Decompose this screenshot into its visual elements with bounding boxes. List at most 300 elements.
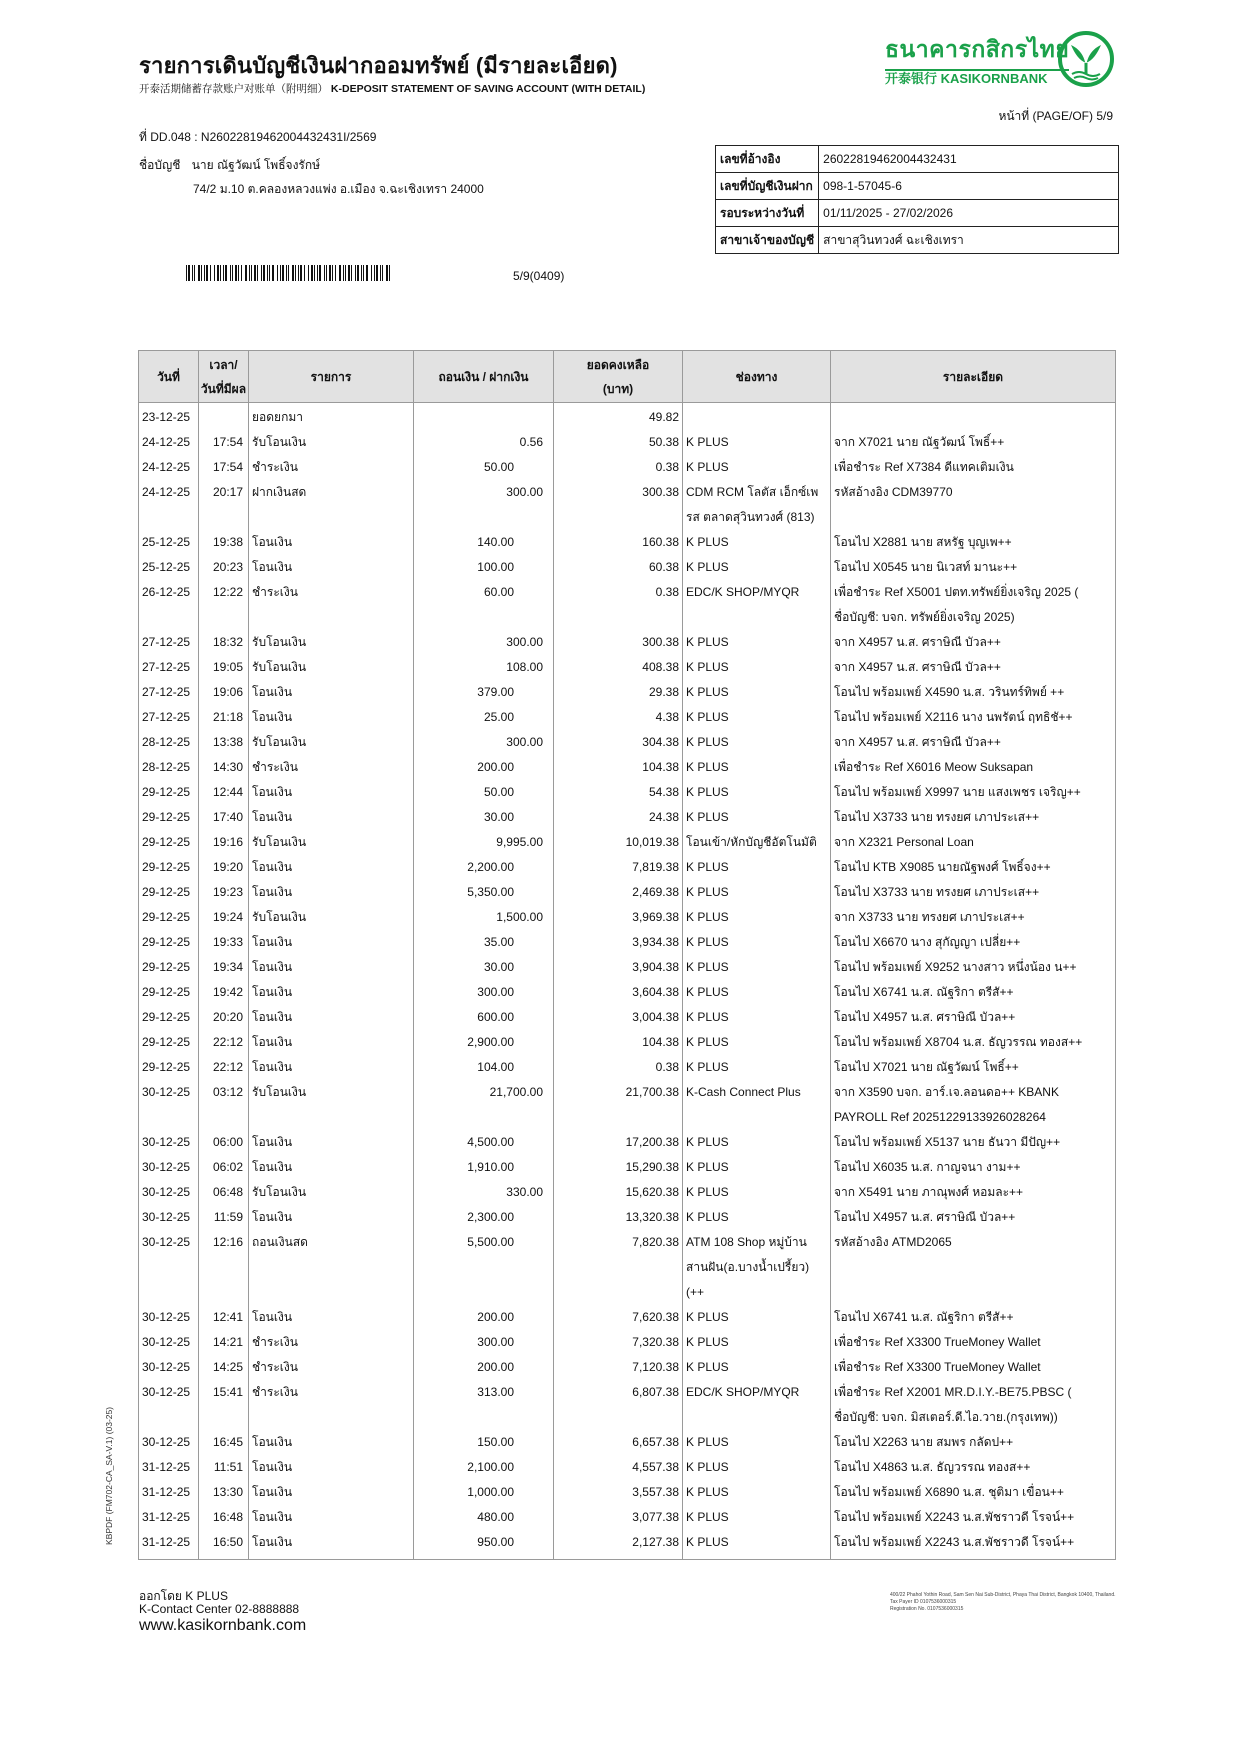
detail-line: โอนไป X4863 น.ส. ธัญวรรณ ทองส++ — [834, 1460, 1031, 1474]
cell-amount — [414, 1380, 554, 1430]
cell-balance: 24.38 — [554, 805, 683, 830]
cell-time: 20:17 — [199, 480, 249, 530]
cell-detail — [831, 1205, 1116, 1230]
cell-time: 21:18 — [199, 705, 249, 730]
cell-type: โอนเงิน — [249, 705, 414, 730]
detail-line: เพื่อชำระ Ref X3300 TrueMoney Wallet — [834, 1360, 1041, 1374]
document-number: ที่ DD.048 : N26022819462004432431I/2569 — [139, 130, 377, 144]
col-detail-header: รายละเอียด — [831, 351, 1116, 403]
bank-name-english: 开泰银行 KASIKORNBANK — [885, 71, 1048, 86]
cell-date: 29-12-25 — [139, 880, 199, 905]
cell-date: 29-12-25 — [139, 1005, 199, 1030]
col-balance-header: ยอดคงเหลือ (บาท) — [554, 351, 683, 403]
cell-date: 24-12-25 — [139, 455, 199, 480]
cell-type: ชำระเงิน — [249, 580, 414, 630]
cell-amount — [414, 1180, 554, 1205]
account-info-table — [715, 145, 1119, 254]
withdrawal-amount: 60.00 — [483, 585, 514, 599]
channel-line: K PLUS — [686, 1185, 729, 1199]
cell-channel — [683, 705, 831, 730]
cell-date: 25-12-25 — [139, 555, 199, 580]
detail-line: รหัสอ้างอิง ATMD2065 — [834, 1235, 952, 1249]
withdrawal-amount: 30.00 — [483, 810, 514, 824]
withdrawal-amount: 104.00 — [477, 1060, 514, 1074]
info-row — [716, 227, 1119, 254]
detail-line: เพื่อชำระ Ref X5001 ปตท.ทรัพย์ยิ่งเจริญ 2025 ( — [834, 585, 1079, 599]
cell-type: โอนเงิน — [249, 680, 414, 705]
cell-channel — [683, 1030, 831, 1055]
deposit-amount: 300.00 — [506, 635, 543, 649]
withdrawal-amount: 25.00 — [483, 710, 514, 724]
channel-line: K PLUS — [686, 885, 729, 899]
cell-type: โอนเงิน — [249, 1505, 414, 1530]
form-code: KBPDF (FM702-CA_SA-V.1) (03-25) — [104, 1406, 114, 1545]
info-value: 01/11/2025 - 27/02/2026 — [819, 200, 1119, 227]
fineprint-line: 400/22 Phahol Yothin Road, Sam Sen Nai Sub-District, Phaya Thai District, Bangkok 10400, Thailand. — [890, 1592, 1116, 1598]
cell-balance: 3,557.38 — [554, 1480, 683, 1505]
table-row — [139, 455, 1116, 480]
cell-type: โอนเงิน — [249, 1530, 414, 1560]
cell-balance: 0.38 — [554, 580, 683, 630]
channel-line: K PLUS — [686, 810, 729, 824]
cell-detail — [831, 1380, 1116, 1430]
cell-balance: 3,904.38 — [554, 955, 683, 980]
cell-channel — [683, 955, 831, 980]
detail-line: โอนไป X2263 นาย สมพร กลัดป++ — [834, 1435, 1014, 1449]
cell-amount — [414, 830, 554, 855]
detail-line: โอนไป X7021 นาย ณัฐวัฒน์ โพธิ์++ — [834, 1060, 1019, 1074]
channel-line: K PLUS — [686, 1510, 729, 1524]
cell-channel — [683, 1305, 831, 1330]
channel-line: รส ตลาดสุวินทวงศ์ (813) — [686, 510, 815, 524]
channel-line: K PLUS — [686, 1310, 729, 1324]
cell-date: 27-12-25 — [139, 630, 199, 655]
cell-type: ชำระเงิน — [249, 1330, 414, 1355]
detail-line: จาก X4957 น.ส. ศราษิณี บัวล++ — [834, 635, 1001, 649]
cell-time: 22:12 — [199, 1030, 249, 1055]
cell-time: 13:38 — [199, 730, 249, 755]
cell-type: โอนเงิน — [249, 780, 414, 805]
channel-line: K PLUS — [686, 685, 729, 699]
info-row — [716, 200, 1119, 227]
table-row — [139, 880, 1116, 905]
cell-channel — [683, 1005, 831, 1030]
cell-date: 24-12-25 — [139, 430, 199, 455]
cell-date: 29-12-25 — [139, 930, 199, 955]
cell-amount — [414, 1230, 554, 1305]
cell-channel — [683, 1130, 831, 1155]
cell-channel — [683, 1080, 831, 1130]
deposit-amount: 0.56 — [519, 435, 543, 449]
cell-channel — [683, 880, 831, 905]
cell-date: 29-12-25 — [139, 1030, 199, 1055]
cell-channel — [683, 430, 831, 455]
cell-balance: 3,934.38 — [554, 930, 683, 955]
cell-amount — [414, 1130, 554, 1155]
cell-detail — [831, 630, 1116, 655]
withdrawal-amount: 30.00 — [483, 960, 514, 974]
cell-channel — [683, 755, 831, 780]
cell-balance: 408.38 — [554, 655, 683, 680]
table-row — [139, 630, 1116, 655]
cell-channel — [683, 930, 831, 955]
cell-detail — [831, 1130, 1116, 1155]
cell-type: โอนเงิน — [249, 1005, 414, 1030]
cell-channel — [683, 805, 831, 830]
cell-channel — [683, 1380, 831, 1430]
cell-amount — [414, 530, 554, 555]
info-value: 098-1-57045-6 — [819, 173, 1119, 200]
channel-line: K PLUS — [686, 460, 729, 474]
cell-balance: 17,200.38 — [554, 1130, 683, 1155]
cell-channel — [683, 905, 831, 930]
table-row — [139, 705, 1116, 730]
cell-date: 27-12-25 — [139, 705, 199, 730]
cell-detail — [831, 905, 1116, 930]
cell-balance: 104.38 — [554, 1030, 683, 1055]
col-date-header: วันที่ — [139, 351, 199, 403]
table-row — [139, 1080, 1116, 1130]
cell-amount — [414, 630, 554, 655]
channel-line — [686, 405, 827, 430]
cell-channel — [683, 1355, 831, 1380]
cell-date: 31-12-25 — [139, 1480, 199, 1505]
cell-time: 16:45 — [199, 1430, 249, 1455]
cell-time: 19:33 — [199, 930, 249, 955]
table-row — [139, 1305, 1116, 1330]
channel-line: (++ — [686, 1285, 705, 1299]
detail-line: โอนไป KTB X9085 นายณัฐพงศ์ โพธิ์จง++ — [834, 860, 1051, 874]
cell-time: 12:16 — [199, 1230, 249, 1305]
withdrawal-amount: 2,100.00 — [467, 1460, 514, 1474]
cell-time: 19:38 — [199, 530, 249, 555]
cell-time: 16:48 — [199, 1505, 249, 1530]
cell-channel — [683, 1205, 831, 1230]
detail-line: โอนไป X6741 น.ส. ณัฐริกา ตรีสั++ — [834, 1310, 1014, 1324]
withdrawal-amount: 2,300.00 — [467, 1210, 514, 1224]
withdrawal-amount: 100.00 — [477, 560, 514, 574]
cell-detail — [831, 1455, 1116, 1480]
cell-balance: 300.38 — [554, 480, 683, 530]
cell-date: 27-12-25 — [139, 680, 199, 705]
withdrawal-amount: 50.00 — [483, 785, 514, 799]
cell-amount — [414, 905, 554, 930]
cell-type: รับโอนเงิน — [249, 730, 414, 755]
statement-table — [138, 350, 1116, 1560]
detail-line: โอนไป X2881 นาย สหรัฐ บุญเพ++ — [834, 535, 1012, 549]
cell-amount — [414, 1330, 554, 1355]
detail-line: จาก X3590 บจก. อาร์.เจ.ลอนดอ++ KBANK — [834, 1085, 1059, 1099]
cell-type: โอนเงิน — [249, 880, 414, 905]
cell-balance: 15,620.38 — [554, 1180, 683, 1205]
channel-line: K PLUS — [686, 535, 729, 549]
cell-type: โอนเงิน — [249, 955, 414, 980]
detail-line: โอนไป X4957 น.ส. ศราษิณี บัวล++ — [834, 1210, 1016, 1224]
channel-line: K PLUS — [686, 1485, 729, 1499]
cell-balance: 7,120.38 — [554, 1355, 683, 1380]
channel-line: K PLUS — [686, 1360, 729, 1374]
cell-detail — [831, 755, 1116, 780]
cell-balance: 13,320.38 — [554, 1205, 683, 1230]
barcode-code: 5/9(0409) — [513, 269, 565, 283]
cell-type: ชำระเงิน — [249, 755, 414, 780]
detail-line: โอนไป พร้อมเพย์ X9252 นางสาว หนึ่งน้อง น++ — [834, 960, 1077, 974]
cell-amount — [414, 455, 554, 480]
cell-balance: 7,620.38 — [554, 1305, 683, 1330]
detail-line: โอนไป X3733 นาย ทรงยศ เภาประเส++ — [834, 810, 1040, 824]
table-row — [139, 905, 1116, 930]
cell-amount — [414, 1480, 554, 1505]
cell-type: ชำระเงิน — [249, 455, 414, 480]
channel-line: K PLUS — [686, 560, 729, 574]
cell-detail — [831, 1230, 1116, 1305]
detail-line: เพื่อชำระ Ref X3300 TrueMoney Wallet — [834, 1335, 1041, 1349]
cell-time: 14:30 — [199, 755, 249, 780]
detail-line: โอนไป พร้อมเพย์ X2116 นาง นพรัตน์ ฤทธิชั++ — [834, 710, 1073, 724]
detail-line: จาก X5491 นาย ภาณุพงศ์ หอมละ++ — [834, 1185, 1024, 1199]
page-subtitle — [139, 81, 645, 96]
channel-line: สานฝัน(อ.บางน้ำเปรี้ยว) — [686, 1260, 810, 1274]
cell-channel — [683, 855, 831, 880]
account-address: 74/2 ม.10 ต.คลองหลวงแพ่ง อ.เมือง จ.ฉะเชิงเทรา 24000 — [193, 182, 484, 196]
cell-channel — [683, 680, 831, 705]
cell-amount — [414, 855, 554, 880]
table-row — [139, 1480, 1116, 1505]
table-row — [139, 680, 1116, 705]
cell-channel — [683, 655, 831, 680]
cell-type: รับโอนเงิน — [249, 630, 414, 655]
cell-date: 23-12-25 — [139, 403, 199, 431]
cell-amount — [414, 1080, 554, 1130]
cell-balance: 2,469.38 — [554, 880, 683, 905]
barcode-icon — [186, 265, 391, 281]
deposit-amount: 1,500.00 — [496, 910, 543, 924]
table-row — [139, 1455, 1116, 1480]
cell-type: โอนเงิน — [249, 855, 414, 880]
cell-amount — [414, 955, 554, 980]
cell-detail — [831, 1155, 1116, 1180]
bank-name-thai: ธนาคารกสิกรไทย — [885, 32, 1069, 71]
channel-line: K PLUS — [686, 960, 729, 974]
cell-time: 15:41 — [199, 1380, 249, 1430]
channel-line: K PLUS — [686, 985, 729, 999]
cell-channel — [683, 780, 831, 805]
table-row — [139, 1230, 1116, 1305]
cell-amount — [414, 1055, 554, 1080]
info-label: เลขที่บัญชีเงินฝาก — [716, 173, 819, 200]
detail-line: โอนไป X6035 น.ส. กาญจนา งาม++ — [834, 1160, 1021, 1174]
cell-type: โอนเงิน — [249, 805, 414, 830]
cell-balance: 10,019.38 — [554, 830, 683, 855]
cell-type: รับโอนเงิน — [249, 1180, 414, 1205]
cell-balance: 304.38 — [554, 730, 683, 755]
cell-date: 30-12-25 — [139, 1180, 199, 1205]
table-row — [139, 1430, 1116, 1455]
cell-detail — [831, 430, 1116, 455]
table-row — [139, 1055, 1116, 1080]
cell-date: 30-12-25 — [139, 1080, 199, 1130]
table-row — [139, 930, 1116, 955]
cell-detail — [831, 580, 1116, 630]
col-channel-header: ช่องทาง — [683, 351, 831, 403]
cell-amount — [414, 430, 554, 455]
cell-detail — [831, 1180, 1116, 1205]
cell-detail — [831, 1055, 1116, 1080]
cell-date: 25-12-25 — [139, 530, 199, 555]
cell-date: 30-12-25 — [139, 1305, 199, 1330]
cell-date: 30-12-25 — [139, 1130, 199, 1155]
kasikornbank-logo — [885, 30, 1115, 100]
cell-type: โอนเงิน — [249, 1155, 414, 1180]
cell-amount — [414, 730, 554, 755]
cell-balance: 15,290.38 — [554, 1155, 683, 1180]
cell-amount — [414, 1205, 554, 1230]
withdrawal-amount: 35.00 — [483, 935, 514, 949]
cell-date: 30-12-25 — [139, 1430, 199, 1455]
cell-time: 12:41 — [199, 1305, 249, 1330]
cell-balance: 300.38 — [554, 630, 683, 655]
table-row — [139, 403, 1116, 431]
detail-line: รหัสอ้างอิง CDM39770 — [834, 485, 953, 499]
channel-line: K PLUS — [686, 735, 729, 749]
cell-detail — [831, 1030, 1116, 1055]
table-row — [139, 1330, 1116, 1355]
cell-date: 30-12-25 — [139, 1155, 199, 1180]
cell-detail — [831, 1330, 1116, 1355]
channel-line: K PLUS — [686, 710, 729, 724]
cell-type: ยอดยกมา — [249, 403, 414, 431]
cell-amount — [414, 705, 554, 730]
info-value: 26022819462004432431 — [819, 146, 1119, 173]
channel-line: K PLUS — [686, 760, 729, 774]
col-type-header: รายการ — [249, 351, 414, 403]
cell-type: รับโอนเงิน — [249, 905, 414, 930]
channel-line: K PLUS — [686, 660, 729, 674]
cell-time: 06:00 — [199, 1130, 249, 1155]
deposit-amount: 300.00 — [506, 735, 543, 749]
website-link[interactable]: www.kasikornbank.com — [139, 1617, 307, 1634]
cell-type: ถอนเงินสด — [249, 1230, 414, 1305]
cell-date: 29-12-25 — [139, 830, 199, 855]
cell-detail — [831, 403, 1116, 431]
channel-line: CDM RCM โลตัส เอ็กซ์เพ — [686, 485, 819, 499]
cell-type: โอนเงิน — [249, 1430, 414, 1455]
cell-detail — [831, 805, 1116, 830]
deposit-amount: 108.00 — [506, 660, 543, 674]
cell-amount — [414, 780, 554, 805]
channel-line: K PLUS — [686, 635, 729, 649]
cell-time: 06:48 — [199, 1180, 249, 1205]
cell-amount — [414, 1455, 554, 1480]
cell-balance: 49.82 — [554, 403, 683, 431]
cell-detail — [831, 780, 1116, 805]
withdrawal-amount: 200.00 — [477, 1360, 514, 1374]
cell-detail — [831, 930, 1116, 955]
table-row — [139, 855, 1116, 880]
col-amount-header: ถอนเงิน / ฝากเงิน — [414, 351, 554, 403]
cell-type: โอนเงิน — [249, 530, 414, 555]
table-row — [139, 1030, 1116, 1055]
detail-line: เพื่อชำระ Ref X2001 MR.D.I.Y.-BE75.PBSC ( — [834, 1385, 1072, 1399]
detail-line: จาก X2321 Personal Loan — [834, 835, 974, 849]
channel-line: K PLUS — [686, 1010, 729, 1024]
cell-balance: 54.38 — [554, 780, 683, 805]
withdrawal-amount: 140.00 — [477, 535, 514, 549]
table-row — [139, 580, 1116, 630]
cell-time: 19:20 — [199, 855, 249, 880]
cell-time: 19:06 — [199, 680, 249, 705]
cell-balance: 60.38 — [554, 555, 683, 580]
cell-channel — [683, 1505, 831, 1530]
cell-detail — [831, 1480, 1116, 1505]
cell-amount — [414, 580, 554, 630]
cell-date: 31-12-25 — [139, 1530, 199, 1560]
cell-time: 19:05 — [199, 655, 249, 680]
cell-date: 26-12-25 — [139, 580, 199, 630]
withdrawal-amount: 1,910.00 — [467, 1160, 514, 1174]
cell-time: 16:50 — [199, 1530, 249, 1560]
cell-balance: 3,969.38 — [554, 905, 683, 930]
withdrawal-amount: 313.00 — [477, 1385, 514, 1399]
channel-line: K PLUS — [686, 860, 729, 874]
cell-type: ชำระเงิน — [249, 1355, 414, 1380]
table-row — [139, 1005, 1116, 1030]
cell-channel — [683, 1055, 831, 1080]
cell-amount — [414, 680, 554, 705]
withdrawal-amount: 200.00 — [477, 1310, 514, 1324]
detail-line: ชื่อบัญชี: บจก. มิสเตอร์.ดี.ไอ.วาย.(กรุงเทพ)) — [834, 1410, 1058, 1424]
channel-line: K PLUS — [686, 1460, 729, 1474]
cell-detail — [831, 1430, 1116, 1455]
cell-detail — [831, 1005, 1116, 1030]
cell-date: 30-12-25 — [139, 1380, 199, 1430]
withdrawal-amount: 2,900.00 — [467, 1035, 514, 1049]
detail-line: จาก X7021 นาย ณัฐวัฒน์ โพธิ์++ — [834, 435, 1005, 449]
cell-time: 17:40 — [199, 805, 249, 830]
channel-line: K PLUS — [686, 1035, 729, 1049]
channel-line: K PLUS — [686, 1435, 729, 1449]
cell-detail — [831, 530, 1116, 555]
cell-amount — [414, 555, 554, 580]
bank-address-fineprint — [890, 1592, 1120, 1613]
detail-line: โอนไป X0545 นาย นิเวสท์ มานะ++ — [834, 560, 1018, 574]
detail-line: ชื่อบัญชี: บจก. ทรัพย์ยิ่งเจริญ 2025) — [834, 610, 1015, 624]
cell-amount — [414, 1005, 554, 1030]
cell-channel — [683, 530, 831, 555]
cell-channel — [683, 480, 831, 530]
withdrawal-amount: 2,200.00 — [467, 860, 514, 874]
cell-type: รับโอนเงิน — [249, 1080, 414, 1130]
table-row — [139, 1380, 1116, 1430]
cell-balance: 21,700.38 — [554, 1080, 683, 1130]
cell-channel — [683, 1455, 831, 1480]
cell-type: ชำระเงิน — [249, 1380, 414, 1430]
page-title: รายการเดินบัญชีเงินฝากออมทรัพย์ (มีรายละเอียด) — [139, 53, 618, 78]
cell-type: โอนเงิน — [249, 930, 414, 955]
cell-time: 11:59 — [199, 1205, 249, 1230]
cell-channel — [683, 1480, 831, 1505]
table-row — [139, 955, 1116, 980]
withdrawal-amount: 379.00 — [477, 685, 514, 699]
cell-time: 20:20 — [199, 1005, 249, 1030]
cell-detail — [831, 1530, 1116, 1560]
cell-channel — [683, 403, 831, 431]
channel-line: EDC/K SHOP/MYQR — [686, 585, 800, 599]
cell-balance: 3,604.38 — [554, 980, 683, 1005]
table-row — [139, 980, 1116, 1005]
cell-type: โอนเงิน — [249, 980, 414, 1005]
cell-type: โอนเงิน — [249, 1030, 414, 1055]
